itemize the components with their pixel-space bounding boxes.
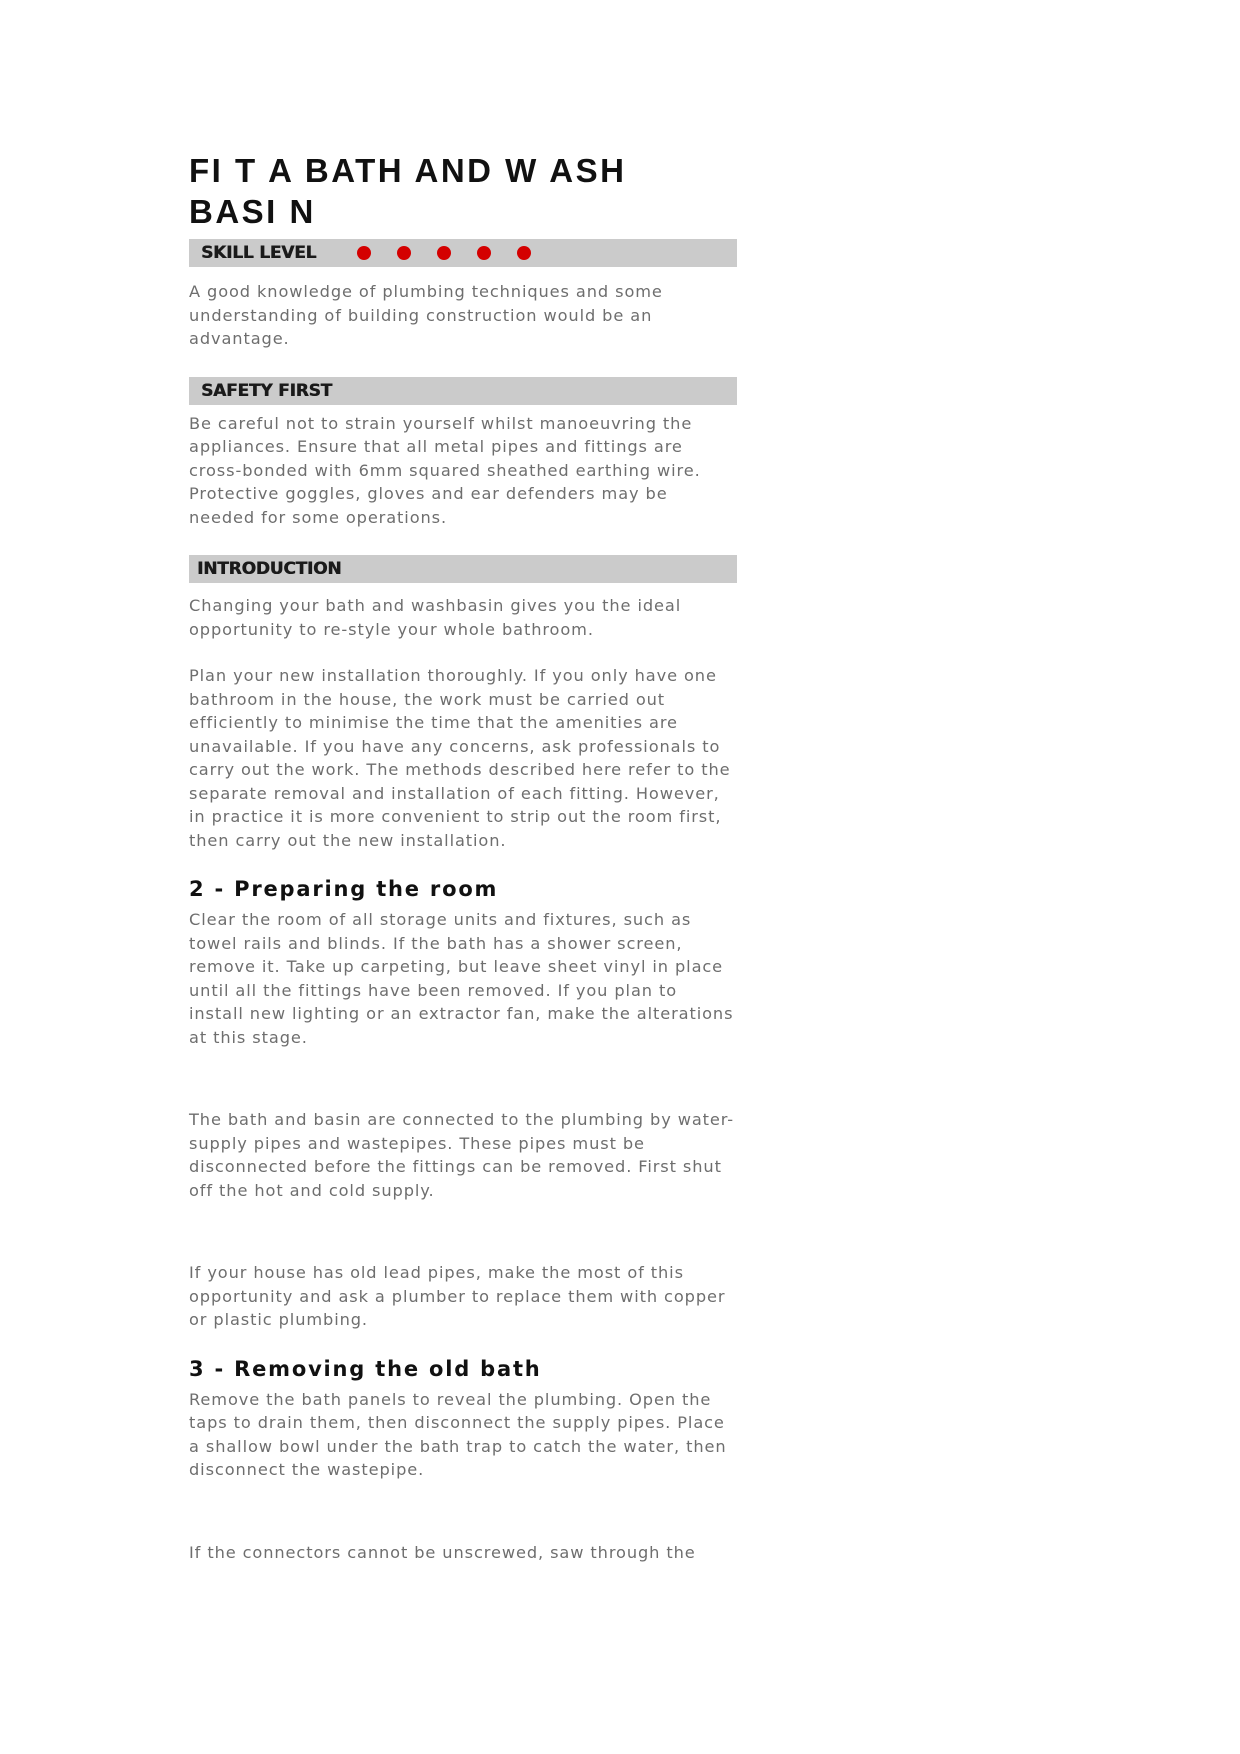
safety-first-text: Be careful not to strain yourself whilst manoeuvring the appliances. Ensure that all metal pipes and fittings are cross-bonded with 6mm squared sheathed earthing wire. Protective goggles, gloves and ear defenders may be needed for some operations. bbox=[189, 413, 701, 527]
skill-rating-dot bbox=[397, 246, 411, 260]
introduction-paragraph: Plan your new installation thoroughly. If you only have one bathroom in the house, the work must be carried out efficiently to minimise the time that the amenities are unavailable. If you have any concerns, ask professionals to carry out the work. The methods described here refer to the separate removal and installation of each fitting. However, in practice it is more convenient to strip out the room first, then carry out the new installation. bbox=[189, 666, 731, 850]
skill-level-rating bbox=[357, 246, 531, 260]
skill-rating-dot bbox=[477, 246, 491, 260]
skill-level-text: A good knowledge of plumbing techniques and some understanding of building construction would be an advantage. bbox=[189, 282, 663, 348]
skill-rating-dot bbox=[357, 246, 371, 260]
introduction-paragraph: Changing your bath and washbasin gives you the ideal opportunity to re-style your whole bathroom. bbox=[189, 596, 682, 639]
section-heading-preparing-room: 2 - Preparing the room bbox=[189, 877, 499, 901]
skill-level-label: SKILL LEVEL bbox=[201, 243, 317, 263]
introduction-label: INTRODUCTION bbox=[197, 559, 342, 579]
page-title: FI T A BATH AND W ASH BASI N bbox=[189, 152, 627, 230]
section-3-paragraph: Remove the bath panels to reveal the plumbing. Open the taps to drain them, then disconnect the supply pipes. Place a shallow bowl under the bath trap to catch the water, then disconnect the wastepipe. bbox=[189, 1389, 727, 1479]
section-2-paragraph: Clear the room of all storage units and fixtures, such as towel rails and blinds. If the bath has a shower screen, remove it. Take up carpeting, but leave sheet vinyl in place until all the fittings have been removed. If you plan to install new lighting or an extractor fan, make the alterations at this stage. bbox=[189, 910, 734, 1047]
section-2-paragraph: The bath and basin are connected to the plumbing by water-supply pipes and wastepipes. These pipes must be disconnected before the fittings can be removed. First shut off the hot and cold supply. bbox=[189, 1110, 735, 1200]
safety-first-banner bbox=[189, 377, 737, 405]
safety-first-label: SAFETY FIRST bbox=[201, 380, 332, 401]
section-3-paragraph: If the connectors cannot be unscrewed, saw through the bbox=[189, 1542, 696, 1562]
section-2-paragraph: If your house has old lead pipes, make the most of this opportunity and ask a plumber to replace them with copper or plastic plumbing. bbox=[189, 1263, 726, 1329]
skill-rating-dot bbox=[517, 246, 531, 260]
document-page bbox=[189, 150, 737, 1564]
skill-level-banner bbox=[189, 239, 737, 267]
skill-rating-dot bbox=[437, 246, 451, 260]
section-heading-removing-bath: 3 - Removing the old bath bbox=[189, 1356, 542, 1381]
introduction-banner bbox=[189, 555, 737, 583]
